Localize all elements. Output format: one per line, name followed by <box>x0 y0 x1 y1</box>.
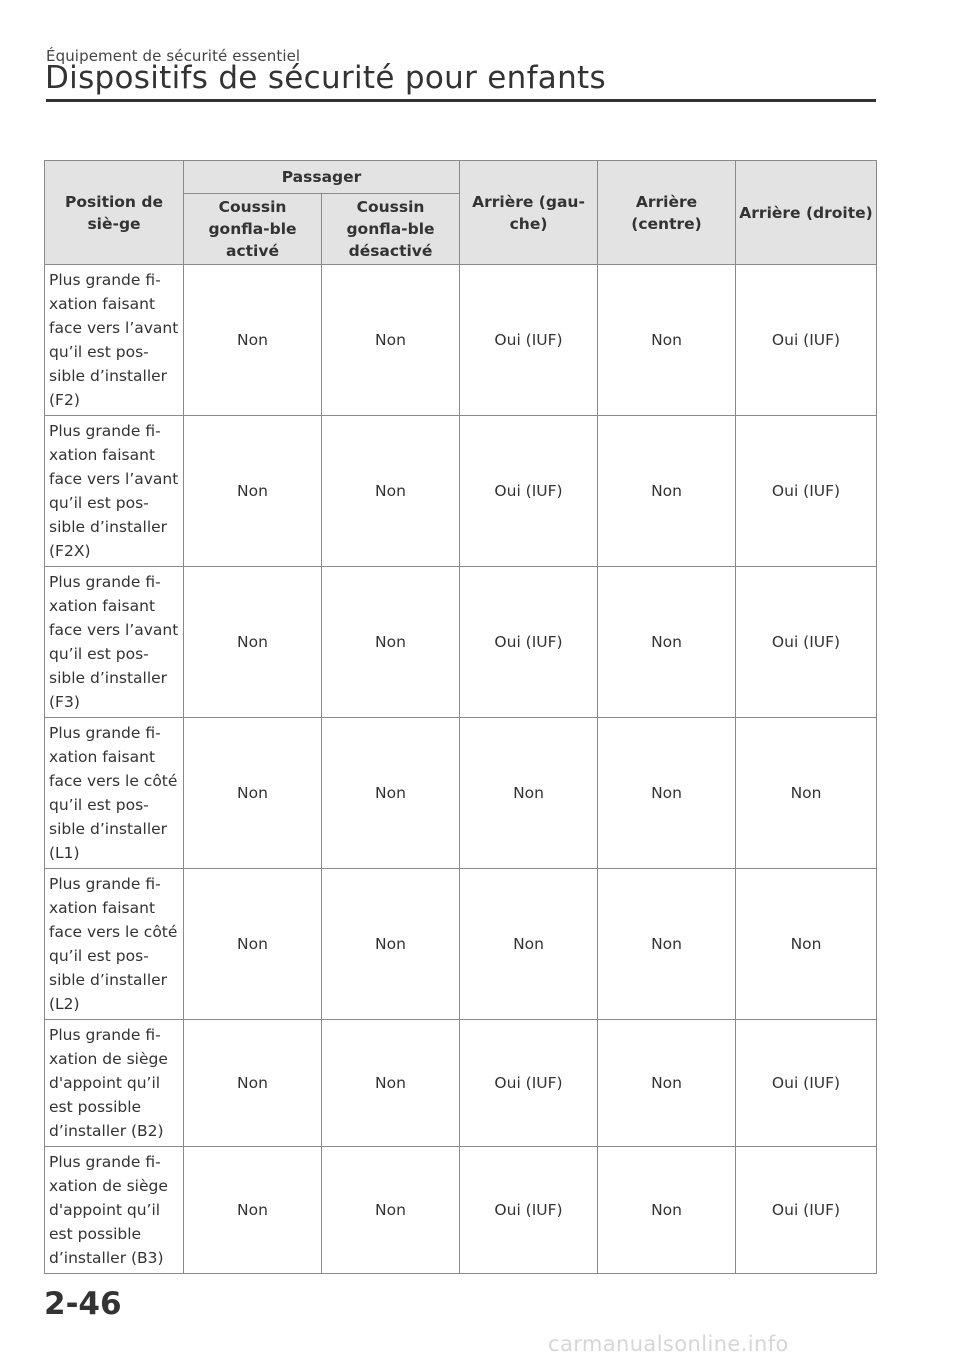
cell-rear-right: Non <box>736 869 877 1020</box>
cell-rear-right: Oui (IUF) <box>736 1020 877 1147</box>
cell-rear-left: Non <box>460 869 598 1020</box>
header-airbag-on: Coussin gonfla-ble activé <box>184 194 322 265</box>
cell-rear-right: Oui (IUF) <box>736 567 877 718</box>
row-position: Plus grande fi-xation faisant face vers l’avant qu’il est pos-sible d’installer (F2X) <box>45 416 184 567</box>
cell-rear-left: Oui (IUF) <box>460 416 598 567</box>
cell-rear-left: Oui (IUF) <box>460 265 598 416</box>
cell-rear-center: Non <box>598 265 736 416</box>
section-label: Équipement de sécurité essentiel <box>46 47 301 65</box>
cell-rear-center: Non <box>598 416 736 567</box>
table-row <box>45 1020 877 1147</box>
row-position: Plus grande fi-xation faisant face vers l’avant qu’il est pos-sible d’installer (F2) <box>45 265 184 416</box>
row-position: Plus grande fi-xation de siège d'appoint qu’il est possible d’installer (B3) <box>45 1147 184 1274</box>
cell-rear-center: Non <box>598 1147 736 1274</box>
cell-airbag-on: Non <box>184 1147 322 1274</box>
header-rear-left: Arrière (gau-che) <box>460 161 598 265</box>
cell-rear-left: Oui (IUF) <box>460 1020 598 1147</box>
cell-rear-center: Non <box>598 718 736 869</box>
row-position: Plus grande fi-xation faisant face vers l’avant qu’il est pos-sible d’installer (F3) <box>45 567 184 718</box>
cell-airbag-on: Non <box>184 567 322 718</box>
page-title: Dispositifs de sécurité pour enfants <box>45 60 606 96</box>
cell-rear-right: Oui (IUF) <box>736 265 877 416</box>
table-row <box>45 869 877 1020</box>
cell-rear-right: Non <box>736 718 877 869</box>
cell-rear-center: Non <box>598 567 736 718</box>
row-position: Plus grande fi-xation faisant face vers le côté qu’il est pos-sible d’installer (L2) <box>45 869 184 1020</box>
cell-rear-left: Oui (IUF) <box>460 1147 598 1274</box>
cell-rear-right: Oui (IUF) <box>736 1147 877 1274</box>
table-row <box>45 416 877 567</box>
title-rule <box>46 99 876 102</box>
cell-airbag-on: Non <box>184 869 322 1020</box>
cell-airbag-off: Non <box>322 869 460 1020</box>
row-position: Plus grande fi-xation de siège d'appoint qu’il est possible d’installer (B2) <box>45 1020 184 1147</box>
cell-airbag-on: Non <box>184 416 322 567</box>
table-row <box>45 718 877 869</box>
watermark: carmanualsonline.info <box>548 1332 789 1356</box>
table-row <box>45 567 877 718</box>
cell-rear-center: Non <box>598 1020 736 1147</box>
header-airbag-off: Coussin gonfla-ble désactivé <box>322 194 460 265</box>
cell-airbag-on: Non <box>184 1020 322 1147</box>
header-position: Position de siè-ge <box>45 161 184 265</box>
header-rear-right: Arrière (droite) <box>736 161 877 265</box>
table-row <box>45 1147 877 1274</box>
cell-airbag-off: Non <box>322 416 460 567</box>
cell-airbag-on: Non <box>184 718 322 869</box>
cell-airbag-off: Non <box>322 567 460 718</box>
compatibility-table <box>44 160 877 1274</box>
header-passager: Passager <box>184 161 460 194</box>
cell-airbag-on: Non <box>184 265 322 416</box>
cell-rear-left: Non <box>460 718 598 869</box>
cell-airbag-off: Non <box>322 265 460 416</box>
header-rear-center: Arrière (centre) <box>598 161 736 265</box>
table-row <box>45 265 877 416</box>
page-number: 2-46 <box>44 1286 122 1322</box>
cell-airbag-off: Non <box>322 718 460 869</box>
cell-airbag-off: Non <box>322 1020 460 1147</box>
cell-rear-right: Oui (IUF) <box>736 416 877 567</box>
cell-rear-center: Non <box>598 869 736 1020</box>
cell-airbag-off: Non <box>322 1147 460 1274</box>
row-position: Plus grande fi-xation faisant face vers le côté qu’il est pos-sible d’installer (L1) <box>45 718 184 869</box>
cell-rear-left: Oui (IUF) <box>460 567 598 718</box>
